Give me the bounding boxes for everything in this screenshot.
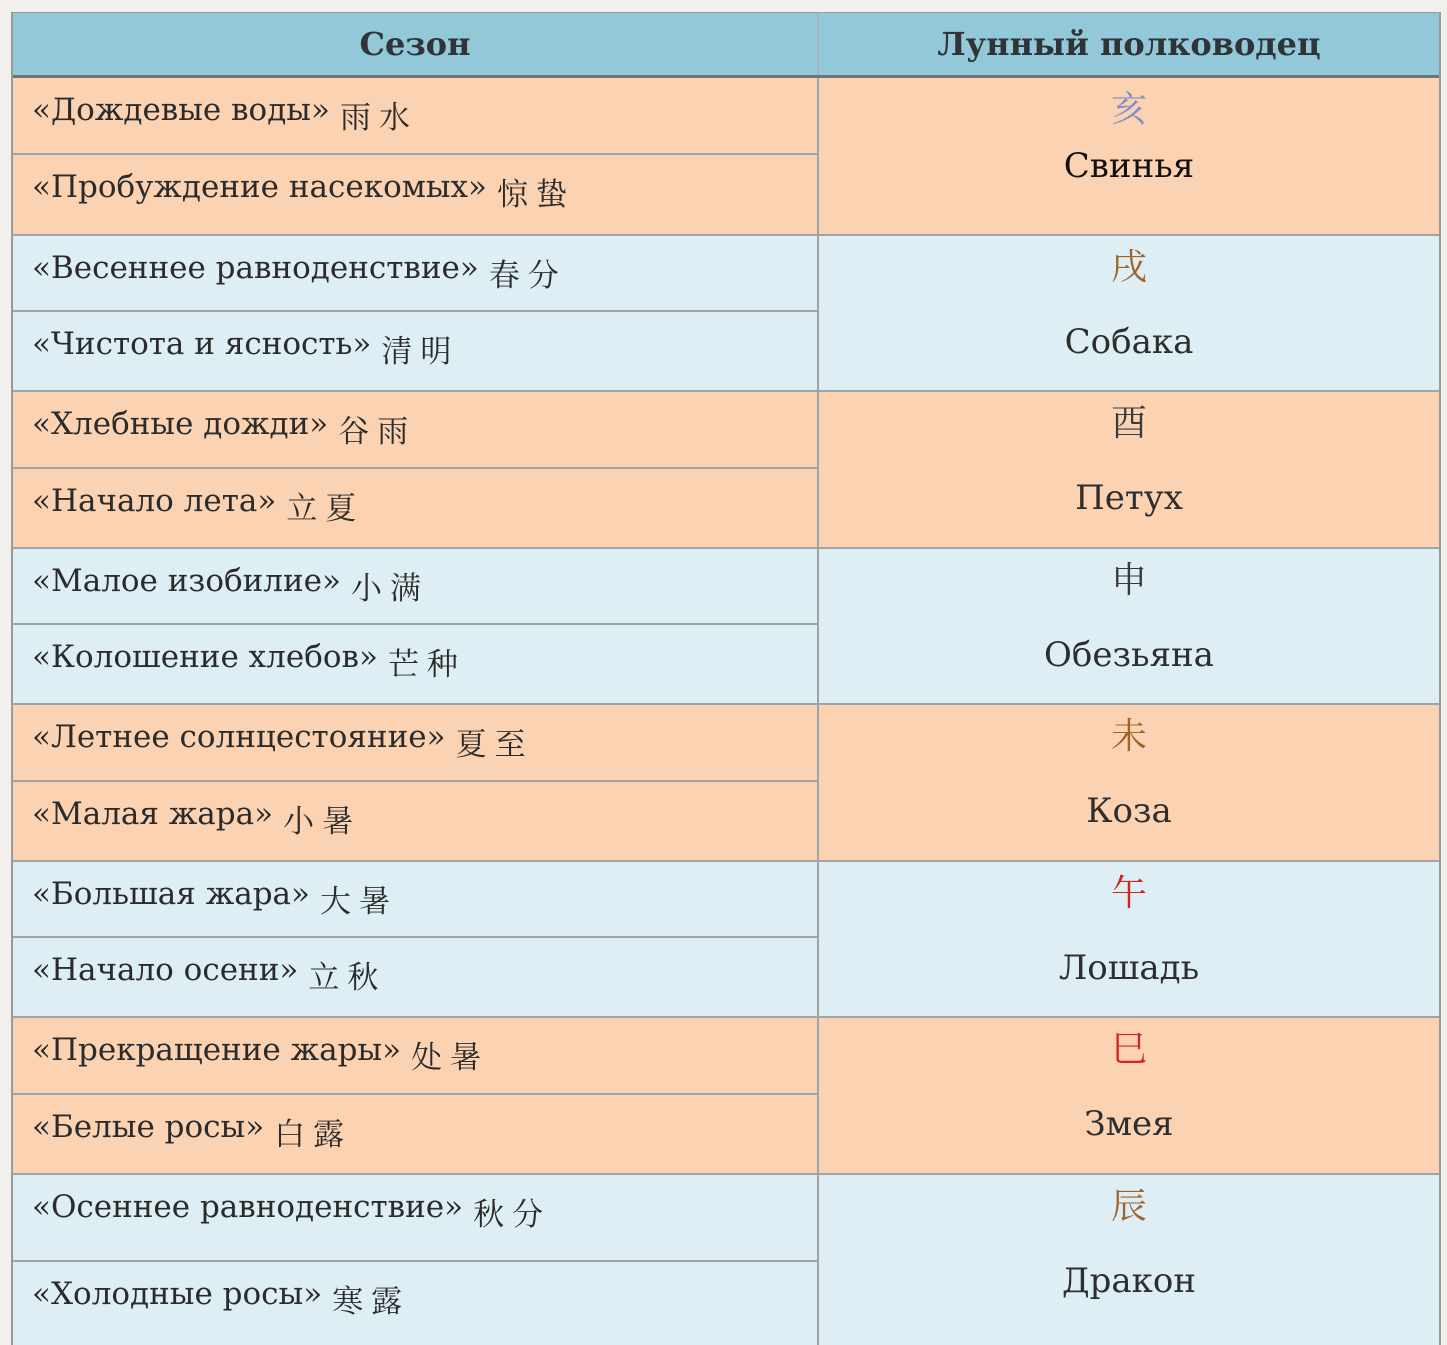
season-name: «Чистота и ясность» bbox=[32, 326, 372, 362]
table-body bbox=[13, 78, 1439, 1345]
season-column bbox=[13, 392, 819, 547]
general-cell bbox=[819, 1018, 1439, 1173]
season-chinese: 大暑 bbox=[320, 884, 398, 920]
season-cell bbox=[13, 236, 817, 312]
animal-name: Обезьяна bbox=[1044, 635, 1214, 675]
season-name: «Холодные росы» bbox=[32, 1276, 323, 1312]
season-column bbox=[13, 1175, 819, 1345]
season-column bbox=[13, 549, 819, 703]
table-row-group bbox=[13, 705, 1439, 862]
table-row-group bbox=[13, 862, 1439, 1018]
season-chinese: 芒种 bbox=[387, 647, 466, 683]
season-name: «Летнее солнцестояние» bbox=[32, 719, 446, 755]
branch-glyph: 戌 bbox=[1110, 247, 1147, 288]
branch-glyph: 午 bbox=[1110, 873, 1147, 914]
general-cell bbox=[819, 549, 1439, 703]
season-cell bbox=[13, 1175, 817, 1262]
season-name: «Дождевые воды» bbox=[32, 92, 330, 128]
season-column bbox=[13, 705, 819, 860]
season-chinese: 清明 bbox=[381, 334, 460, 370]
season-name: «Большая жара» bbox=[32, 876, 310, 912]
season-column bbox=[13, 78, 819, 234]
table-row-group bbox=[13, 1175, 1439, 1345]
branch-glyph: 酉 bbox=[1110, 403, 1147, 444]
season-name: «Колошение хлебов» bbox=[32, 639, 378, 675]
season-cell bbox=[13, 1262, 817, 1345]
table-row-group bbox=[13, 1018, 1439, 1175]
season-chinese: 白露 bbox=[274, 1117, 353, 1153]
season-cell bbox=[13, 862, 817, 938]
season-chinese: 秋分 bbox=[473, 1197, 552, 1233]
season-chinese: 处暑 bbox=[411, 1040, 490, 1076]
general-cell bbox=[819, 862, 1439, 1016]
branch-glyph: 亥 bbox=[1110, 89, 1147, 130]
animal-name: Змея bbox=[1084, 1104, 1174, 1144]
season-name: «Хлебные дожди» bbox=[32, 406, 329, 442]
season-cell bbox=[13, 705, 817, 782]
season-chinese: 小满 bbox=[350, 571, 429, 607]
season-cell bbox=[13, 392, 817, 469]
table-row-group bbox=[13, 392, 1439, 549]
season-cell bbox=[13, 1018, 817, 1095]
branch-glyph: 辰 bbox=[1110, 1186, 1147, 1227]
season-chinese: 小暑 bbox=[283, 804, 362, 840]
season-chinese: 谷雨 bbox=[338, 414, 417, 450]
animal-name: Свинья bbox=[1063, 146, 1195, 186]
season-chinese: 立夏 bbox=[286, 491, 365, 527]
season-chinese: 惊蛰 bbox=[497, 177, 576, 213]
branch-glyph: 申 bbox=[1110, 560, 1147, 601]
header-season: Сезон bbox=[13, 13, 819, 75]
animal-name: Дракон bbox=[1061, 1261, 1197, 1301]
season-cell bbox=[13, 938, 817, 1016]
season-name: «Малая жара» bbox=[32, 796, 274, 832]
season-name: «Прекращение жары» bbox=[32, 1032, 402, 1068]
season-chinese: 寒露 bbox=[332, 1284, 411, 1320]
season-chinese: 立秋 bbox=[308, 960, 387, 996]
season-cell bbox=[13, 155, 817, 234]
table-header bbox=[13, 12, 1439, 78]
animal-name: Коза bbox=[1086, 791, 1172, 831]
season-column bbox=[13, 1018, 819, 1173]
general-cell bbox=[819, 78, 1439, 234]
season-cell bbox=[13, 312, 817, 390]
animal-name: Собака bbox=[1064, 322, 1194, 362]
season-name: «Осеннее равноденствие» bbox=[32, 1189, 464, 1225]
general-cell bbox=[819, 705, 1439, 860]
table-row-group bbox=[13, 78, 1439, 236]
animal-name: Лошадь bbox=[1058, 948, 1200, 988]
seasons-table bbox=[11, 12, 1441, 1345]
season-cell bbox=[13, 78, 817, 155]
general-cell bbox=[819, 392, 1439, 547]
season-name: «Малое изобилие» bbox=[32, 563, 341, 599]
table-row-group bbox=[13, 549, 1439, 705]
season-name: «Белые росы» bbox=[32, 1109, 265, 1145]
season-name: «Весеннее равноденствие» bbox=[32, 250, 479, 286]
general-cell bbox=[819, 1175, 1439, 1345]
branch-glyph: 巳 bbox=[1110, 1029, 1147, 1070]
header-general: Лунный полководец bbox=[937, 25, 1321, 63]
season-cell bbox=[13, 469, 817, 547]
season-cell bbox=[13, 1095, 817, 1173]
branch-glyph: 未 bbox=[1110, 716, 1147, 757]
season-column bbox=[13, 236, 819, 390]
season-chinese: 雨水 bbox=[339, 100, 418, 136]
season-chinese: 春分 bbox=[488, 258, 567, 294]
season-name: «Пробуждение насекомых» bbox=[32, 169, 488, 205]
table-row-group bbox=[13, 236, 1439, 392]
season-column bbox=[13, 862, 819, 1016]
season-name: «Начало осени» bbox=[32, 952, 299, 988]
season-cell bbox=[13, 549, 817, 625]
season-cell bbox=[13, 625, 817, 703]
animal-name: Петух bbox=[1075, 478, 1183, 518]
season-cell bbox=[13, 782, 817, 860]
season-chinese: 夏至 bbox=[455, 727, 534, 763]
general-cell bbox=[819, 236, 1439, 390]
season-name: «Начало лета» bbox=[32, 483, 277, 519]
